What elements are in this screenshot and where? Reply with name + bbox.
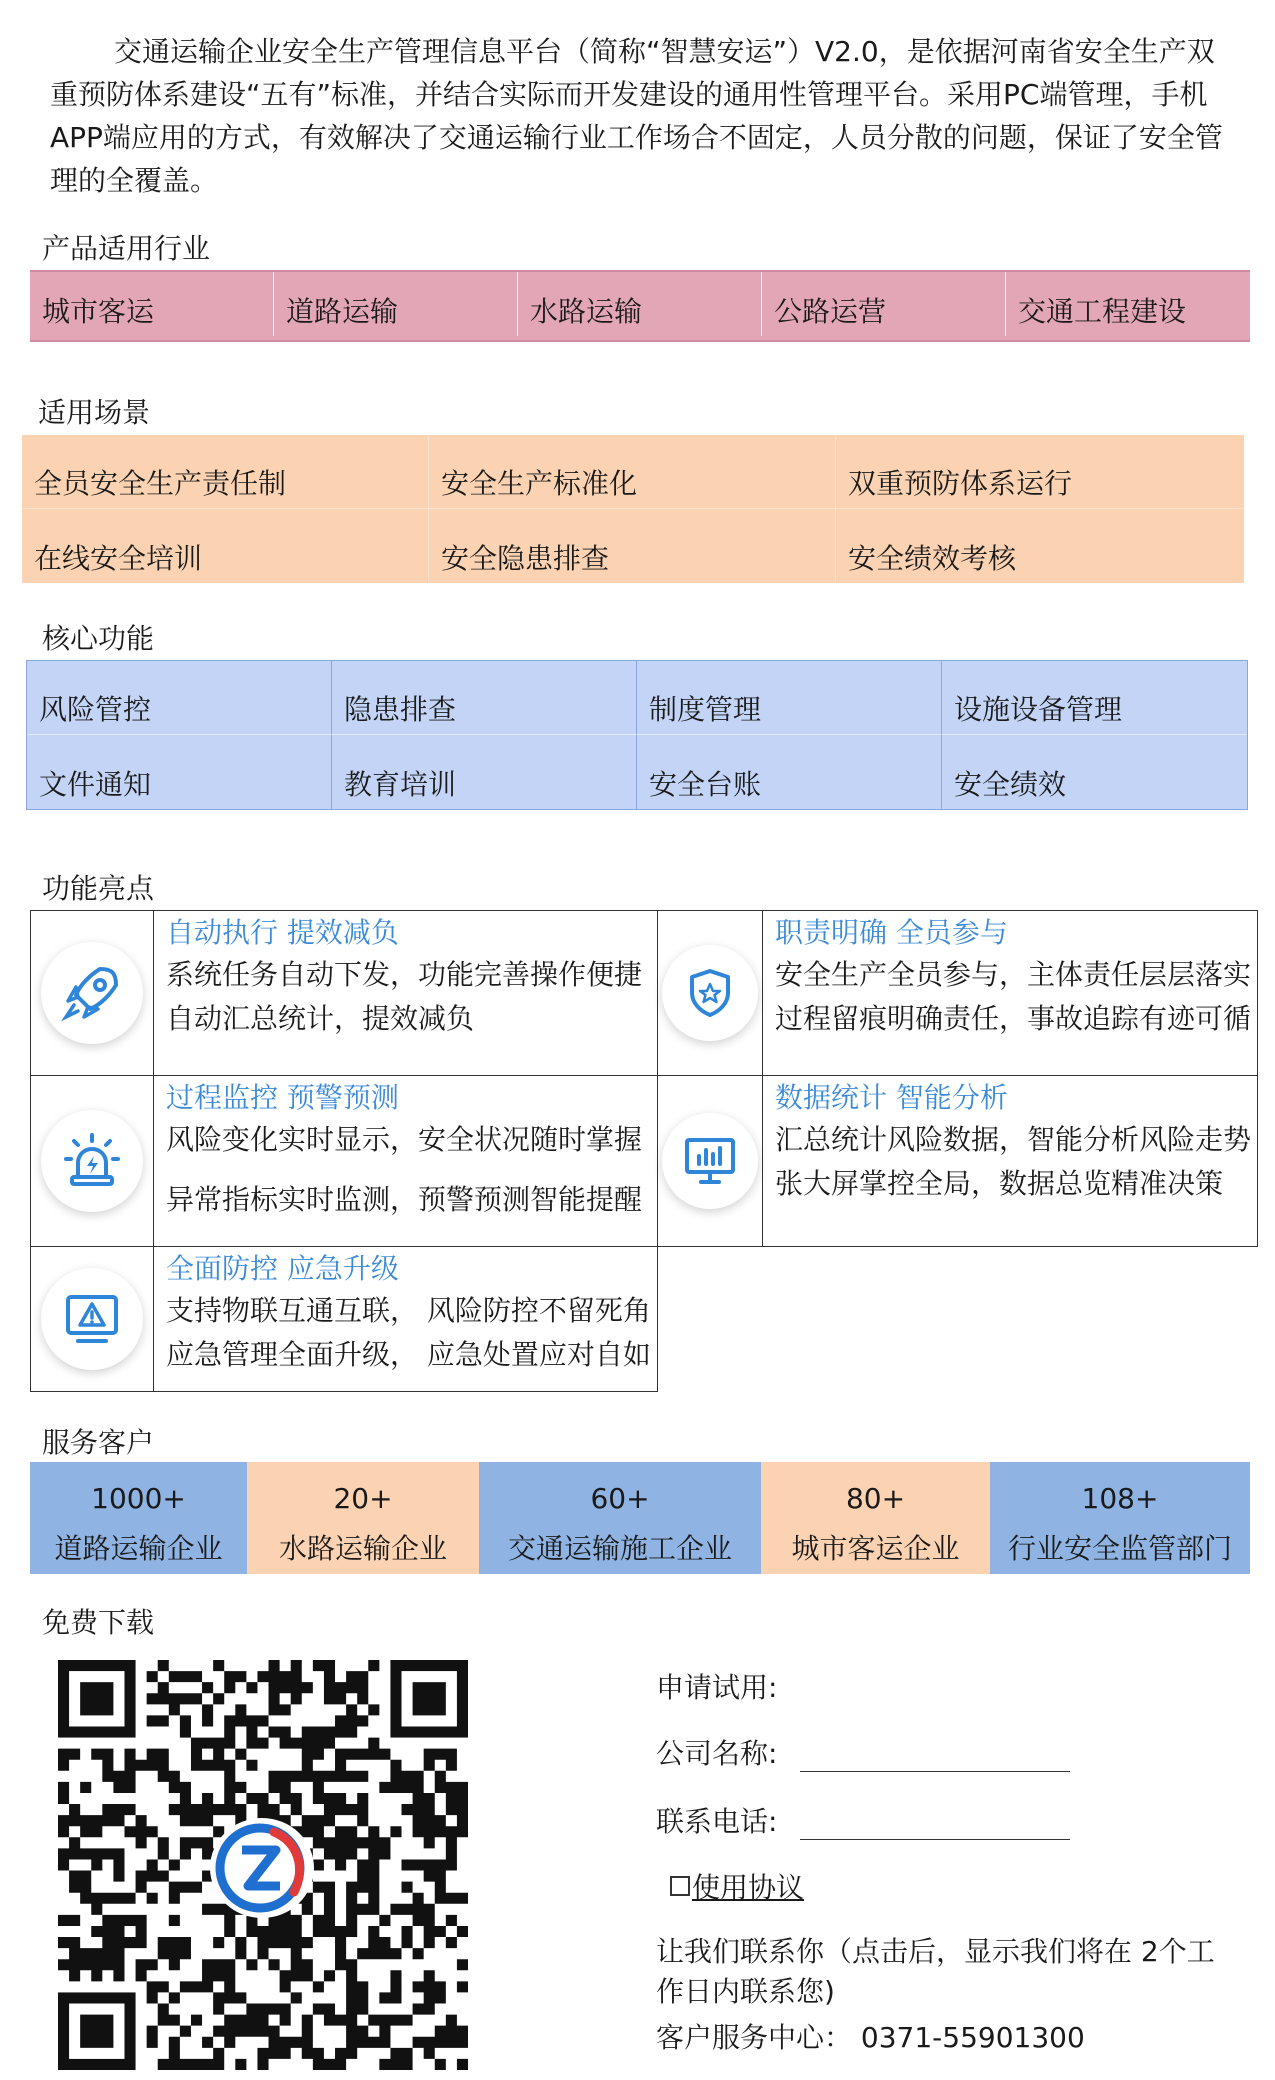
highlights-title: 功能亮点 [42,872,155,905]
rocket-icon [41,942,143,1044]
phone-label: 联系电话: [656,1805,778,1838]
core-item: 隐患排查 [332,661,637,735]
alarm-light-icon [41,1110,143,1212]
highlight-line: 异常指标实时监测，预警预测智能提醒 [166,1183,643,1216]
customer-label: 交通运输施工企业 [507,1532,732,1565]
industry-item: 城市客运 [30,272,274,336]
highlight-icon-cell [657,910,763,1076]
customer-stat [990,1462,1250,1574]
warning-screen-icon [41,1268,143,1370]
highlight-icon-cell [30,1246,154,1392]
industries-bar [30,270,1250,342]
industry-item: 道路运输 [274,272,518,336]
intro-paragraph-block [50,30,1230,202]
highlight-card [153,1246,658,1392]
customer-count: 108+ [1081,1482,1159,1515]
customer-count: 80+ [845,1482,906,1515]
highlight-line: 自动汇总统计，提效减负 [166,1002,475,1035]
customers-title: 服务客户 [42,1426,155,1459]
highlight-line: 过程留痕明确责任，事故追踪有迹可循 [775,1002,1252,1035]
core-item: 设施设备管理 [942,661,1247,735]
company-input[interactable] [800,1745,1070,1772]
customer-label: 行业安全监管部门 [1007,1532,1232,1565]
highlight-title: 数据统计 智能分析 [775,1081,1008,1114]
highlight-line: 支持物联互通互联， 风险防控不留死角 [166,1294,651,1327]
phone-field-row [656,1800,1070,1840]
industry-item: 公路运营 [762,272,1006,336]
company-label: 公司名称: [656,1737,778,1770]
customer-label: 城市客运企业 [791,1532,960,1565]
customer-stat [761,1462,990,1574]
scenario-item: 安全隐患排查 [429,509,836,583]
highlight-icon-cell [30,1075,154,1247]
core-item: 风险管控 [27,661,332,735]
highlight-icon-cell [657,1075,763,1247]
contact-note[interactable]: 让我们联系你（点击后，显示我们将在 2个工作日内联系您) [656,1935,1215,2008]
highlight-line: 汇总统计风险数据，智能分析风险走势 [775,1123,1252,1156]
customer-count: 60+ [590,1482,650,1515]
monitor-chart-icon [662,1113,758,1209]
agreement-row [670,1866,804,1906]
scenario-item: 双重预防体系运行 [836,435,1243,509]
scenario-item: 安全绩效考核 [848,542,1017,575]
highlight-title: 自动执行 提效减负 [166,916,399,949]
highlight-line: 风险变化实时显示，安全状况随时掌握 [166,1123,643,1156]
scenarios-grid [22,435,1244,583]
service-center: 客户服务中心： 0371-55901300 [656,2021,1085,2054]
highlight-line: 应急管理全面升级， 应急处置应对自如 [166,1338,651,1371]
highlight-card [762,910,1258,1076]
highlight-title: 过程监控 预警预测 [166,1081,399,1114]
qr-code[interactable] [58,1660,468,2070]
core-grid [26,660,1248,810]
customer-label: 水路运输企业 [278,1532,447,1565]
core-item: 安全绩效 [954,768,1067,801]
trial-heading: 申请试用: [656,1671,778,1704]
agreement-checkbox[interactable] [670,1876,690,1896]
customers-bar [30,1462,1250,1574]
company-field-row [656,1732,1070,1772]
scenarios-title: 适用场景 [38,396,151,429]
core-title: 核心功能 [42,622,155,655]
customer-stat [247,1462,479,1574]
highlight-icon-cell [30,910,154,1076]
core-item: 教育培训 [332,735,637,809]
qr-logo [210,1818,314,1918]
core-item: 文件通知 [27,735,332,809]
intro-paragraph: 交通运输企业安全生产管理信息平台（简称“智慧安运”）V2.0，是依据河南省安全生产双重预防体系建设“五有”标准，并结合实际而开发建设的通用性管理平台。采用PC端管理，手机APP端应用的方式，有效解决了交通运输行业工作场合不固定，人员分散的问题，保证了安全管理的全覆盖。 [50,35,1223,197]
highlight-line: 张大屏掌控全局，数据总览精准决策 [775,1167,1224,1200]
core-item: 安全台账 [637,735,942,809]
highlight-title: 职责明确 全员参与 [775,916,1008,949]
customer-count: 1000+ [91,1482,186,1515]
agreement-link[interactable]: 使用协议 [692,1871,805,1904]
highlight-line: 安全生产全员参与，主体责任层层落实 [775,958,1252,991]
industries-title: 产品适用行业 [42,232,211,265]
scenario-item: 安全生产标准化 [429,435,836,509]
highlight-line: 系统任务自动下发，功能完善操作便捷 [166,958,643,991]
z-logo-icon [214,1822,310,1914]
customer-stat [479,1462,761,1574]
customer-label: 道路运输企业 [54,1532,223,1565]
industry-item: 水路运输 [518,272,762,336]
industry-item: 交通工程建设 [1018,295,1187,328]
phone-input[interactable] [800,1813,1070,1840]
highlight-card [153,1075,658,1247]
highlight-card [762,1075,1258,1247]
shield-star-icon [662,945,758,1041]
scenario-item: 在线安全培训 [22,509,429,583]
customer-stat [30,1462,247,1574]
customer-count: 20+ [333,1482,393,1515]
download-title: 免费下载 [42,1606,155,1639]
scenario-item: 全员安全生产责任制 [22,435,429,509]
highlight-title: 全面防控 应急升级 [166,1252,399,1285]
core-item: 制度管理 [637,661,942,735]
highlight-card [153,910,658,1076]
